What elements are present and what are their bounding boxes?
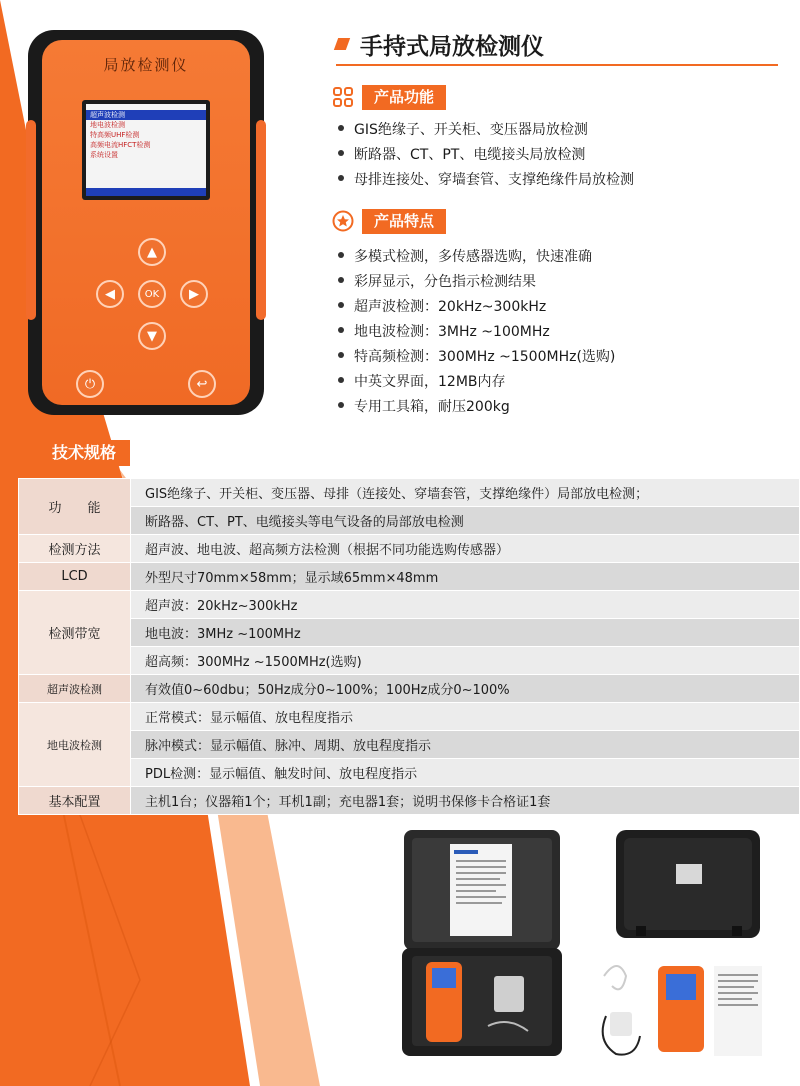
list-item: 专用工具箱，耐压200kg bbox=[338, 395, 615, 420]
device-photo bbox=[28, 30, 264, 415]
screen-status-bar bbox=[86, 188, 206, 196]
spec-value: PDL检测：显示幅值、触发时间、放电程度指示 bbox=[131, 759, 800, 787]
spec-value: 超高频：300MHz ~1500MHz(选购) bbox=[131, 647, 800, 675]
spec-value: 超声波：20kHz~300kHz bbox=[131, 591, 800, 619]
list-item: 特高频检测：300MHz ~1500MHz(选购) bbox=[338, 345, 615, 370]
table-row bbox=[19, 787, 800, 815]
open-case-photo bbox=[398, 826, 566, 1066]
list-item: 母排连接处、穿墙套管、支撑绝缘件局放检测 bbox=[338, 168, 634, 193]
table-row bbox=[19, 759, 800, 787]
table-row bbox=[19, 619, 800, 647]
spec-heading: 技术规格 bbox=[38, 440, 130, 466]
spec-key: 功 能 bbox=[19, 479, 131, 535]
page-title: 手持式局放检测仪 bbox=[360, 34, 544, 60]
star-icon bbox=[332, 210, 354, 232]
list-item: 多模式检测，多传感器选购，快速准确 bbox=[338, 245, 615, 270]
spec-value: 超声波、地电波、超高频方法检测（根据不同功能选购传感器） bbox=[131, 535, 800, 563]
table-row bbox=[19, 675, 800, 703]
device-screen bbox=[82, 100, 210, 200]
screen-row: 高频电流HFCT检测 bbox=[90, 141, 151, 149]
screen-row: 地电波检测 bbox=[90, 121, 125, 129]
functions-label: 产品功能 bbox=[362, 85, 446, 110]
device-title: 局放检测仪 bbox=[103, 56, 189, 74]
spec-key: 基本配置 bbox=[19, 787, 131, 815]
down-arrow-icon: ▼ bbox=[138, 322, 166, 350]
spec-value: GIS绝缘子、开关柜、变压器、母排（连接处、穿墙套管，支撑绝缘件）局部放电检测； bbox=[131, 479, 800, 507]
left-arrow-icon: ◀ bbox=[96, 280, 124, 308]
table-row bbox=[19, 731, 800, 759]
kit-photo bbox=[596, 826, 774, 1066]
device-bumper-right bbox=[256, 120, 266, 320]
ok-button-icon: OK bbox=[138, 280, 166, 308]
screen-row: 超声波检测 bbox=[86, 110, 206, 120]
table-row bbox=[19, 535, 800, 563]
up-arrow-icon: ▲ bbox=[138, 238, 166, 266]
functions-list bbox=[338, 118, 634, 193]
list-item: 地电波检测：3MHz ~100MHz bbox=[338, 320, 615, 345]
spec-key: 检测带宽 bbox=[19, 591, 131, 675]
spec-key: 检测方法 bbox=[19, 535, 131, 563]
list-item: 超声波检测：20kHz~300kHz bbox=[338, 295, 615, 320]
spec-value: 断路器、CT、PT、电缆接头等电气设备的局部放电检测 bbox=[131, 507, 800, 535]
spec-key: 地电波检测 bbox=[19, 703, 131, 787]
features-label: 产品特点 bbox=[362, 209, 446, 234]
table-row bbox=[19, 479, 800, 507]
table-row bbox=[19, 703, 800, 731]
device-screen-content bbox=[86, 104, 206, 196]
spec-value: 外型尺寸70mm×58mm；显示域65mm×48mm bbox=[131, 563, 800, 591]
right-arrow-icon: ▶ bbox=[180, 280, 208, 308]
screen-row: 特高频UHF检测 bbox=[90, 131, 140, 139]
list-item: 断路器、CT、PT、电缆接头局放检测 bbox=[338, 143, 634, 168]
spec-value: 脉冲模式：显示幅值、脉冲、周期、放电程度指示 bbox=[131, 731, 800, 759]
screen-row: 系统设置 bbox=[90, 151, 118, 159]
table-row bbox=[19, 507, 800, 535]
spec-key: 超声波检测 bbox=[19, 675, 131, 703]
title-divider bbox=[336, 64, 778, 66]
power-icon: ⏻ bbox=[76, 370, 104, 398]
table-row bbox=[19, 647, 800, 675]
table-row bbox=[19, 563, 800, 591]
features-list bbox=[338, 245, 615, 420]
spec-value: 正常模式：显示幅值、放电程度指示 bbox=[131, 703, 800, 731]
spec-key: LCD bbox=[19, 563, 131, 591]
spec-value: 有效值0~60dbu；50Hz成分0~100%；100Hz成分0~100% bbox=[131, 675, 800, 703]
device-face bbox=[42, 40, 250, 405]
list-item: GIS绝缘子、开关柜、变压器局放检测 bbox=[338, 118, 634, 143]
list-item: 彩屏显示，分色指示检测结果 bbox=[338, 270, 615, 295]
spec-table bbox=[18, 478, 800, 815]
device-bumper-left bbox=[26, 120, 36, 320]
spec-value: 主机1台；仪器箱1个；耳机1副；充电器1套；说明书保修卡合格证1套 bbox=[131, 787, 800, 815]
grid-icon bbox=[332, 86, 354, 108]
back-icon: ↩ bbox=[188, 370, 216, 398]
list-item: 中英文界面，12MB内存 bbox=[338, 370, 615, 395]
spec-value: 地电波：3MHz ~100MHz bbox=[131, 619, 800, 647]
table-row bbox=[19, 591, 800, 619]
